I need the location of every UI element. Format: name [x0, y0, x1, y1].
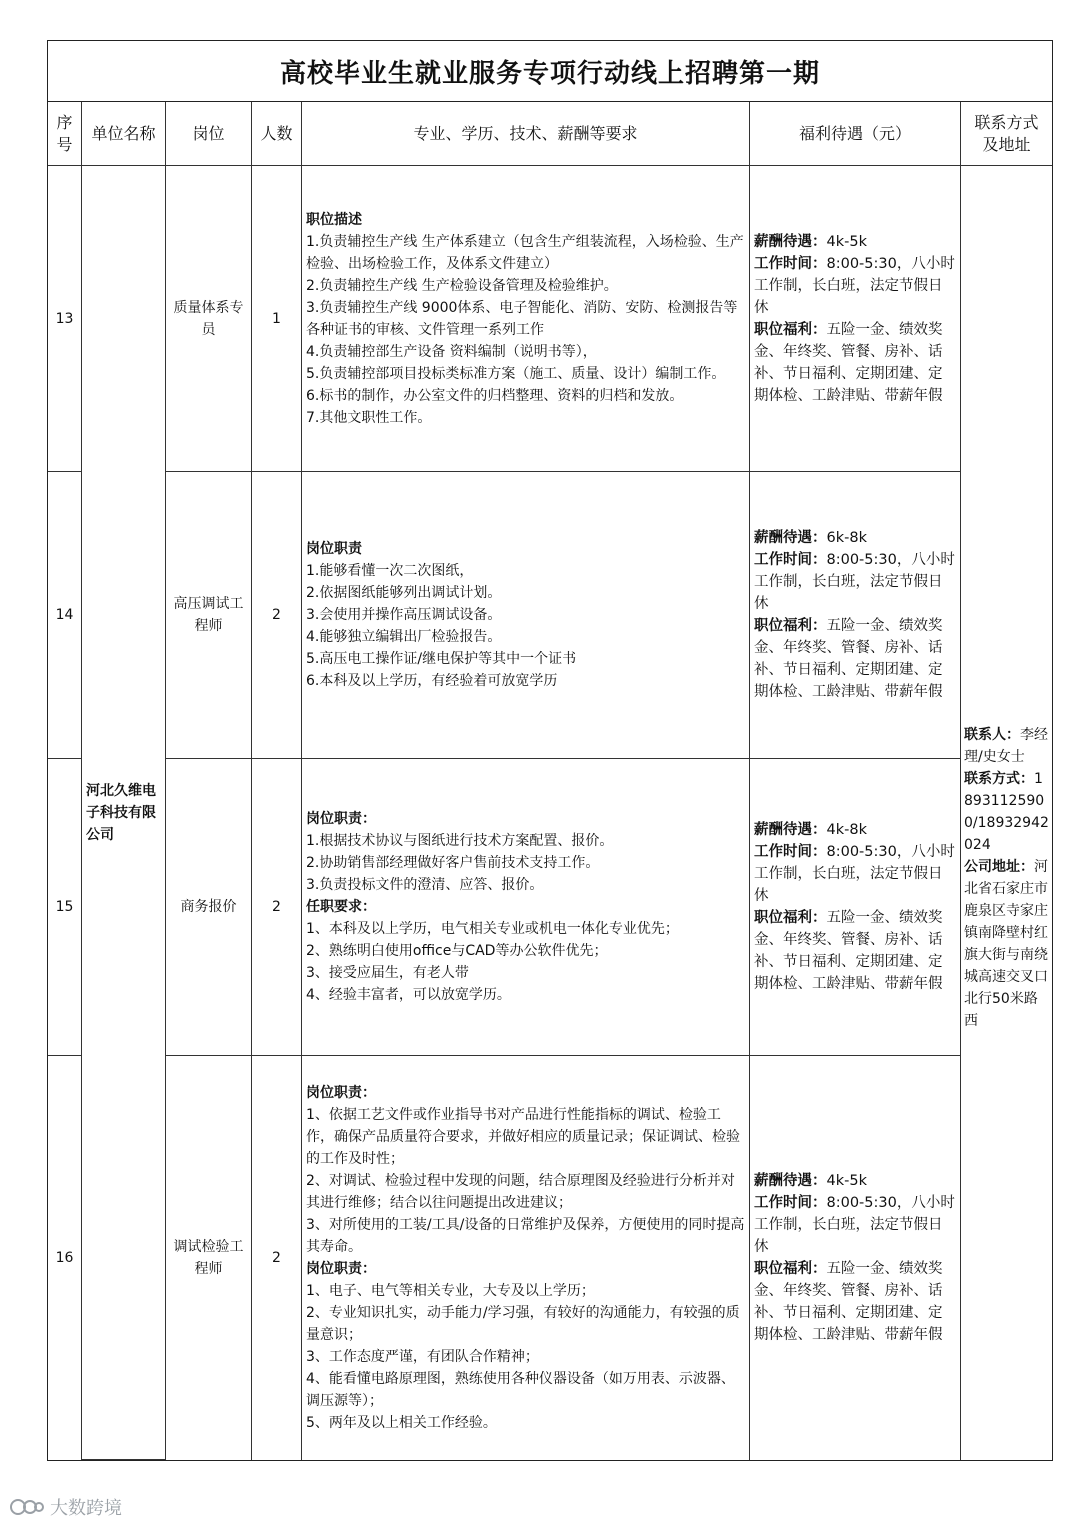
requirement-line: 任职要求：: [306, 899, 376, 915]
contact-address-label: 公司地址：: [964, 859, 1034, 875]
recruitment-table: [47, 40, 1053, 1461]
salary: [754, 231, 956, 253]
requirement-line: 1.根据技术协议与图纸进行技术方案配置、报价。: [306, 833, 614, 849]
welfare-label: 职位福利：: [754, 618, 827, 634]
row-count: 2: [252, 472, 302, 759]
requirement-line: 2、对调试、检验过程中发现的问题，结合原理图及经验进行分析并对其进行维修；结合以往问题提出改进建议；: [306, 1173, 735, 1211]
requirement-line: 4、能看懂电路原理图，熟练使用各种仪器设备（如万用表、示波器、调压源等）；: [306, 1371, 735, 1409]
requirement-line: 2.协助销售部经理做好客户售前技术支持工作。: [306, 855, 600, 871]
contact-person: 李经理/史女士: [964, 727, 1048, 765]
row-benefits: [750, 166, 961, 472]
contact-address: 河北省石家庄市鹿泉区寺家庄镇南降壁村红旗大街与南绕城高速交叉口北行50米路西: [964, 859, 1048, 1029]
requirement-line: 1、依据工艺文件或作业指导书对产品进行性能指标的调试、检验工作，确保产品质量符合要求，并做好相应的质量记录；保证调试、检验的工作及时性；: [306, 1107, 740, 1167]
work-hours-label: 工作时间：: [754, 552, 827, 568]
salary-label: 薪酬待遇：: [754, 822, 827, 838]
page-title: 高校毕业生就业服务专项行动线上招聘第一期: [48, 41, 1052, 102]
header-contact: 联系方式及地址: [961, 102, 1052, 166]
row-position: 质量体系专员: [166, 166, 252, 472]
requirement-line: 5.高压电工操作证/继电保护等其中一个证书: [306, 651, 577, 667]
work-hours-label: 工作时间：: [754, 255, 827, 272]
requirement-line: 3、工作态度严谨，有团队合作精神；: [306, 1349, 539, 1365]
salary-value: 4k-5k: [826, 1173, 867, 1189]
salary: [754, 1170, 956, 1192]
row-benefits: [750, 1056, 961, 1460]
row-count: 2: [252, 1056, 302, 1460]
welfare-value: 五险一金、绩效奖金、年终奖、管餐、房补、话补、节日福利、定期团建、定期体检、工龄津贴、带薪年假: [754, 1261, 943, 1343]
salary: [754, 819, 956, 841]
work-hours-value: 8:00-5:30，八小时工作制，长白班，法定节假日休: [754, 1195, 955, 1255]
work-hours-value: 8:00-5:30，八小时工作制，长白班，法定节假日休: [754, 844, 955, 904]
salary-value: 4k-8k: [826, 822, 867, 838]
requirement-line: 1、电子、电气等相关专业，大专及以上学历；: [306, 1283, 595, 1299]
requirement-line: 1、本科及以上学历，电气相关专业或机电一体化专业优先；: [306, 921, 679, 937]
contact-person-label: 联系人：: [964, 727, 1020, 743]
welfare-label: 职位福利：: [754, 1261, 827, 1277]
welfare: [754, 1258, 956, 1346]
welfare: [754, 319, 956, 407]
requirement-line: 3.负责辅控生产线 9000体系、电子智能化、消防、安防、检测报告等各种证书的审核、文件管理一系列工作: [306, 299, 738, 338]
welfare-label: 职位福利：: [754, 910, 827, 926]
welfare: [754, 907, 956, 995]
requirement-line: 岗位职责：: [306, 811, 376, 827]
welfare: [754, 615, 956, 703]
contact-info: [961, 166, 1052, 1460]
work-hours: [754, 1192, 956, 1258]
row-position: 商务报价: [166, 759, 252, 1056]
watermark: [10, 1494, 122, 1520]
requirement-line: 4.能够独立编辑出厂检验报告。: [306, 629, 502, 645]
work-hours-value: 8:00-5:30，八小时工作制，长白班，法定节假日休: [754, 255, 955, 316]
row-requirements: [302, 472, 750, 759]
work-hours-label: 工作时间：: [754, 1195, 827, 1211]
row-seq: 16: [48, 1056, 82, 1460]
requirement-line: 3、对所使用的工装/工具/设备的日常维护及保养，方便使用的同时提高其寿命。: [306, 1217, 745, 1255]
welfare-label: 职位福利：: [754, 321, 827, 338]
requirement-line: 岗位职责：: [306, 1085, 376, 1101]
header-company: 单位名称: [82, 102, 166, 166]
brand-logo-icon: [10, 1496, 44, 1518]
requirement-line: 岗位职责: [306, 541, 362, 557]
row-count: 1: [252, 166, 302, 472]
row-requirements: [302, 166, 750, 472]
requirement-line: 岗位职责：: [306, 1261, 376, 1277]
requirement-line: 3.负责投标文件的澄清、应答、报价。: [306, 877, 544, 893]
requirement-line: 2、熟练明白使用office与CAD等办公软件优先；: [306, 943, 608, 959]
requirement-line: 2.依据图纸能够列出调试计划。: [306, 585, 502, 601]
work-hours: [754, 253, 956, 319]
row-position: 调试检验工程师: [166, 1056, 252, 1460]
salary-value: 6k-8k: [826, 530, 867, 546]
row-seq: 15: [48, 759, 82, 1056]
header-seq: 序号: [48, 102, 82, 166]
row-benefits: [750, 472, 961, 759]
requirement-line: 2.负责辅控生产线 生产检验设备管理及检验维护。: [306, 277, 618, 294]
row-position: 高压调试工程师: [166, 472, 252, 759]
row-count: 2: [252, 759, 302, 1056]
requirement-line: 6.标书的制作，办公室文件的归档整理、资料的归档和发放。: [306, 387, 684, 404]
requirement-line: 职位描述: [306, 211, 362, 228]
requirement-line: 6.本科及以上学历，有经验着可放宽学历: [306, 673, 558, 689]
requirement-line: 7.其他文职性工作。: [306, 409, 432, 426]
salary-label: 薪酬待遇：: [754, 530, 827, 546]
salary-label: 薪酬待遇：: [754, 1173, 827, 1189]
row-seq: 14: [48, 472, 82, 759]
salary: [754, 527, 956, 549]
watermark-text: 大数跨境: [50, 1498, 122, 1519]
contact-phone-label: 联系方式：: [964, 771, 1034, 787]
salary-label: 薪酬待遇：: [754, 233, 827, 250]
row-requirements: [302, 1056, 750, 1460]
welfare-value: 五险一金、绩效奖金、年终奖、管餐、房补、话补、节日福利、定期团建、定期体检、工龄津贴、带薪年假: [754, 618, 943, 700]
requirement-line: 3、接受应届生，有老人带: [306, 965, 469, 981]
salary-value: 4k-5k: [826, 233, 867, 250]
header-benefits: 福利待遇（元）: [750, 102, 961, 166]
work-hours-value: 8:00-5:30，八小时工作制，长白班，法定节假日休: [754, 552, 955, 612]
header-position: 岗位: [166, 102, 252, 166]
requirement-line: 5.负责辅控部项目投标类标准方案（施工、质量、设计）编制工作。: [306, 365, 726, 382]
requirement-line: 5、两年及以上相关工作经验。: [306, 1415, 497, 1431]
company-name-text: 河北久维电子科技有限公司: [86, 782, 156, 843]
contact-phone: 18931125900/18932942024: [964, 771, 1049, 853]
header-requirements: 专业、学历、技术、薪酬等要求: [302, 102, 750, 166]
requirement-line: 4.负责辅控部生产设备 资料编制（说明书等），: [306, 343, 597, 360]
company-name: [82, 166, 166, 1460]
requirement-line: 4、经验丰富者，可以放宽学历。: [306, 987, 511, 1003]
requirement-line: 1.能够看懂一次二次图纸，: [306, 563, 474, 579]
requirement-line: 3.会使用并操作高压调试设备。: [306, 607, 502, 623]
work-hours: [754, 841, 956, 907]
work-hours: [754, 549, 956, 615]
welfare-value: 五险一金、绩效奖金、年终奖、管餐、房补、话补、节日福利、定期团建、定期体检、工龄津贴、带薪年假: [754, 321, 943, 404]
requirement-line: 2、专业知识扎实，动手能力/学习强，有较好的沟通能力，有较强的质量意识；: [306, 1305, 740, 1343]
header-count: 人数: [252, 102, 302, 166]
row-benefits: [750, 759, 961, 1056]
requirement-line: 1.负责辅控生产线 生产体系建立（包含生产组装流程，入场检验、生产检验、出场检验工作，及体系文件建立）: [306, 233, 744, 272]
row-requirements: [302, 759, 750, 1056]
row-seq: 13: [48, 166, 82, 472]
work-hours-label: 工作时间：: [754, 844, 827, 860]
welfare-value: 五险一金、绩效奖金、年终奖、管餐、房补、话补、节日福利、定期团建、定期体检、工龄津贴、带薪年假: [754, 910, 943, 992]
